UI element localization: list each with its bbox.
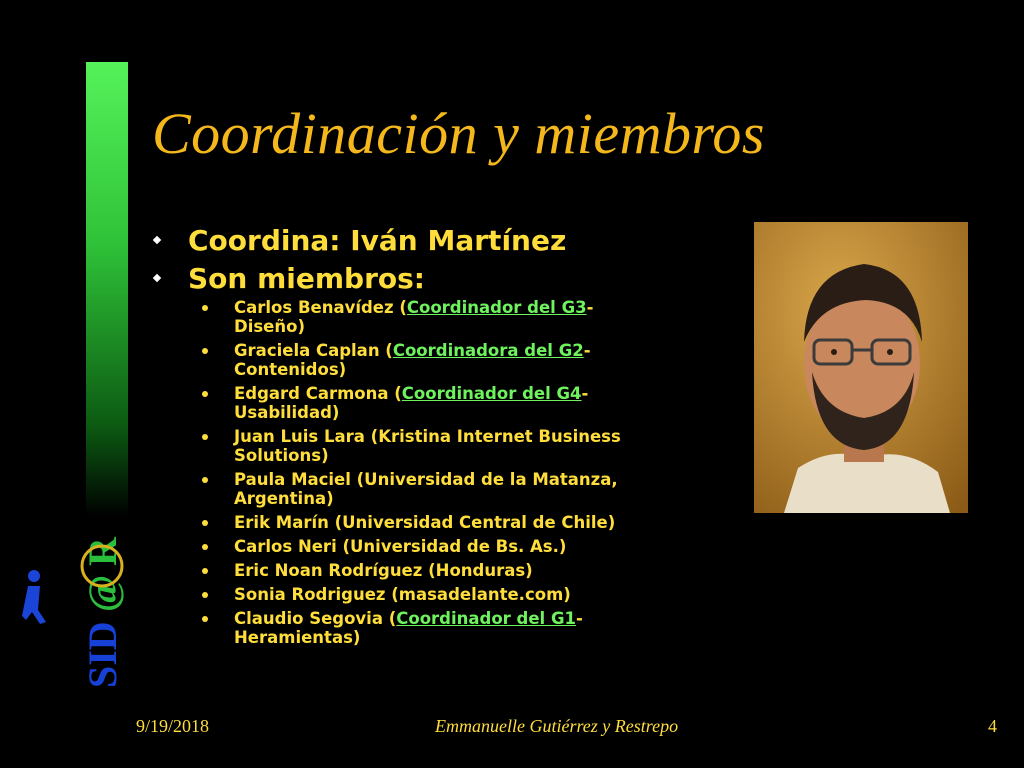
bullet-coordinator <box>150 222 730 260</box>
member-role-link[interactable]: Coordinador del G3 <box>406 298 587 317</box>
bullet-text: Coordina: Iván Martínez <box>188 224 567 257</box>
bullet-members-heading <box>150 260 730 298</box>
bullet-text: Son miembros: <box>188 262 425 295</box>
svg-text:R: R <box>80 537 125 566</box>
svg-text:@: @ <box>80 574 125 612</box>
member-item: Claudio Segovia (Coordinador del G1- Heramientas) <box>150 609 730 647</box>
member-item: Graciela Caplan (Coordinadora del G2- Contenidos) <box>150 341 730 379</box>
slide-title: Coordinación y miembros <box>152 101 765 166</box>
dot-bullet-icon <box>202 520 208 526</box>
diamond-bullet-icon <box>153 274 161 282</box>
dot-bullet-icon <box>202 477 208 483</box>
decorative-green-bar <box>86 62 128 517</box>
dot-bullet-icon <box>202 592 208 598</box>
dot-bullet-icon <box>202 568 208 574</box>
dot-bullet-icon <box>202 391 208 397</box>
coordinator-photo <box>754 222 968 513</box>
members-list <box>150 298 730 647</box>
footer-author: Emmanuelle Gutiérrez y Restrepo <box>435 716 679 736</box>
svg-text:SID: SID <box>80 621 125 688</box>
member-role-link[interactable]: Coordinadora del G2 <box>392 341 584 360</box>
dot-bullet-icon <box>202 544 208 550</box>
member-item: Juan Luis Lara (Kristina Internet Business Solutions) <box>150 427 730 465</box>
member-item: Carlos Neri (Universidad de Bs. As.) <box>150 537 730 556</box>
member-role-link[interactable]: Coordinador del G1 <box>396 609 576 628</box>
member-item: Sonia Rodriguez (masadelante.com) <box>150 585 730 604</box>
member-item: Eric Noan Rodríguez (Honduras) <box>150 561 730 580</box>
slide-content <box>150 222 730 652</box>
footer-date: 9/19/2018 <box>136 716 210 736</box>
dot-bullet-icon <box>202 305 208 311</box>
member-role-link[interactable]: Coordinador del G4 <box>401 384 582 403</box>
footer-page-number: 4 <box>988 716 997 736</box>
dot-bullet-icon <box>202 434 208 440</box>
sidar-logo <box>18 490 130 690</box>
member-item: Edgard Carmona (Coordinador del G4- Usabilidad) <box>150 384 730 422</box>
member-item: Carlos Benavídez (Coordinador del G3- Diseño) <box>150 298 730 336</box>
member-item: Paula Maciel (Universidad de la Matanza, Argentina) <box>150 470 730 508</box>
dot-bullet-icon <box>202 616 208 622</box>
diamond-bullet-icon <box>153 236 161 244</box>
dot-bullet-icon <box>202 348 208 354</box>
member-item: Erik Marín (Universidad Central de Chile) <box>150 513 730 532</box>
